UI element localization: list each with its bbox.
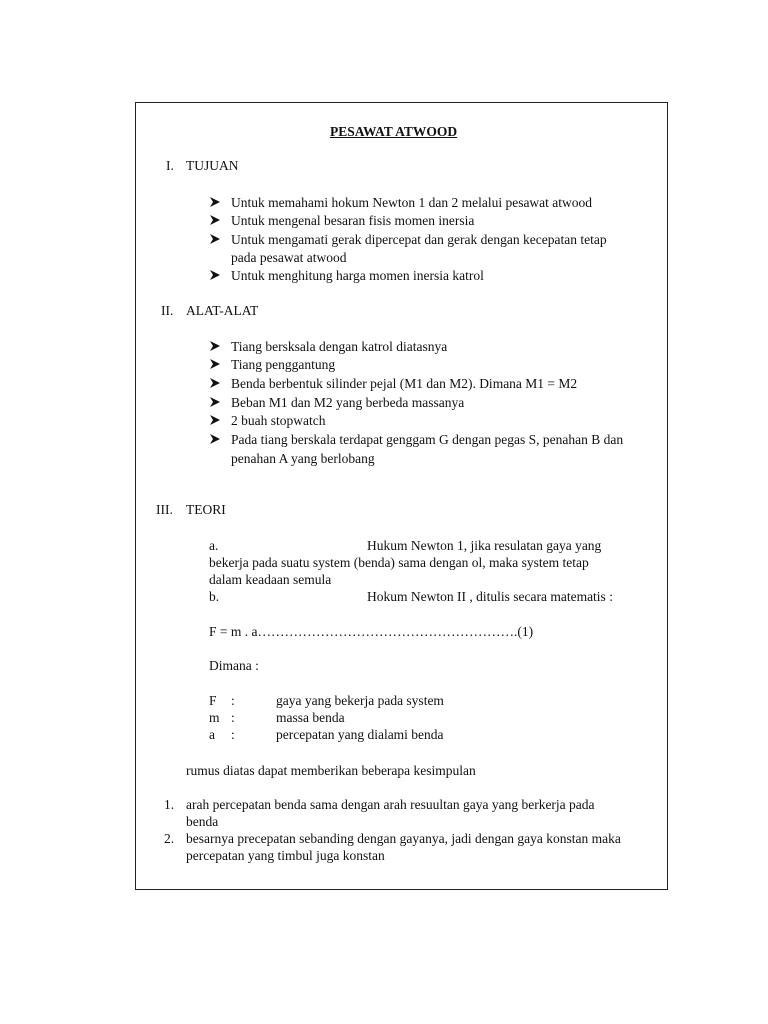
list-item-continuation: pada pesawat atwood [231, 250, 347, 265]
list-item: 2 buah stopwatch [231, 413, 326, 428]
section-number: III. [156, 502, 173, 517]
list-item: Benda berbentuk silinder pejal (M1 dan M2). Dimana M1 = M2 [231, 376, 578, 391]
variable-colon: : [231, 710, 235, 725]
list-item: Pada tiang berskala terdapat genggam G dengan pegas S, penahan B dan [231, 432, 624, 447]
conclusion-text: besarnya precepatan sebanding dengan gayanya, jadi dengan gaya konstan maka [186, 831, 621, 846]
list-item: Untuk mengenal besaran fisis momen inersia [231, 213, 475, 228]
arrow-bullet-icon [209, 358, 223, 371]
theory-text: Hokum Newton II , ditulis secara matematis : [367, 589, 613, 604]
variable-description: percepatan yang dialami benda [276, 727, 444, 742]
list-item: Untuk memahami hokum Newton 1 dan 2 melalui pesawat atwood [231, 195, 593, 210]
variable-description: massa benda [276, 710, 345, 725]
theory-text: bekerja pada suatu system (benda) sama dengan ol, maka system tetap [209, 555, 589, 570]
list-item: Beban M1 dan M2 yang berbeda massanya [231, 395, 465, 410]
variable-colon: : [231, 693, 235, 708]
conclusion-text: benda [186, 814, 219, 829]
list-item: Untuk mengamati gerak dipercepat dan gerak dengan kecepatan tetap [231, 232, 607, 247]
document-title: PESAWAT ATWOOD [330, 124, 458, 139]
arrow-bullet-icon [209, 433, 223, 446]
list-item: Tiang bersksala dengan katrol diatasnya [231, 339, 448, 354]
arrow-bullet-icon [209, 340, 223, 353]
item-label: a. [209, 538, 219, 553]
list-item-continuation: penahan A yang berlobang [231, 451, 375, 466]
variable-description: gaya yang bekerja pada system [276, 693, 444, 708]
arrow-bullet-icon [209, 233, 223, 246]
section-number: I. [166, 158, 174, 173]
arrow-bullet-icon [209, 196, 223, 209]
arrow-bullet-icon [209, 414, 223, 427]
variable-symbol: a [209, 727, 215, 742]
conclusion-text: percepatan yang timbul juga konstan [186, 848, 385, 863]
theory-text: dalam keadaan semula [209, 572, 332, 587]
formula: F = m . a………………………………………………….(1) [209, 624, 534, 639]
conclusion-number: 1. [164, 797, 175, 812]
variable-colon: : [231, 727, 235, 742]
section-number: II. [161, 303, 174, 318]
section-heading: TEORI [186, 502, 226, 517]
arrow-bullet-icon [209, 396, 223, 409]
arrow-bullet-icon [209, 269, 223, 282]
theory-text: Hukum Newton 1, jika resulatan gaya yang [367, 538, 602, 553]
arrow-bullet-icon [209, 377, 223, 390]
arrow-bullet-icon [209, 214, 223, 227]
conclusion-text: arah percepatan benda sama dengan arah resuultan gaya yang berkerja pada [186, 797, 595, 812]
list-item: Untuk menghitung harga momen inersia katrol [231, 268, 484, 283]
list-item: Tiang penggantung [231, 357, 336, 372]
section-heading: ALAT-ALAT [186, 303, 259, 318]
summary-intro: rumus diatas dapat memberikan beberapa kesimpulan [186, 763, 476, 778]
dimana-label: Dimana : [209, 658, 259, 673]
variable-symbol: m [209, 710, 220, 725]
variable-symbol: F [209, 693, 217, 708]
conclusion-number: 2. [164, 831, 175, 846]
item-label: b. [209, 589, 220, 604]
section-heading: TUJUAN [186, 158, 239, 173]
